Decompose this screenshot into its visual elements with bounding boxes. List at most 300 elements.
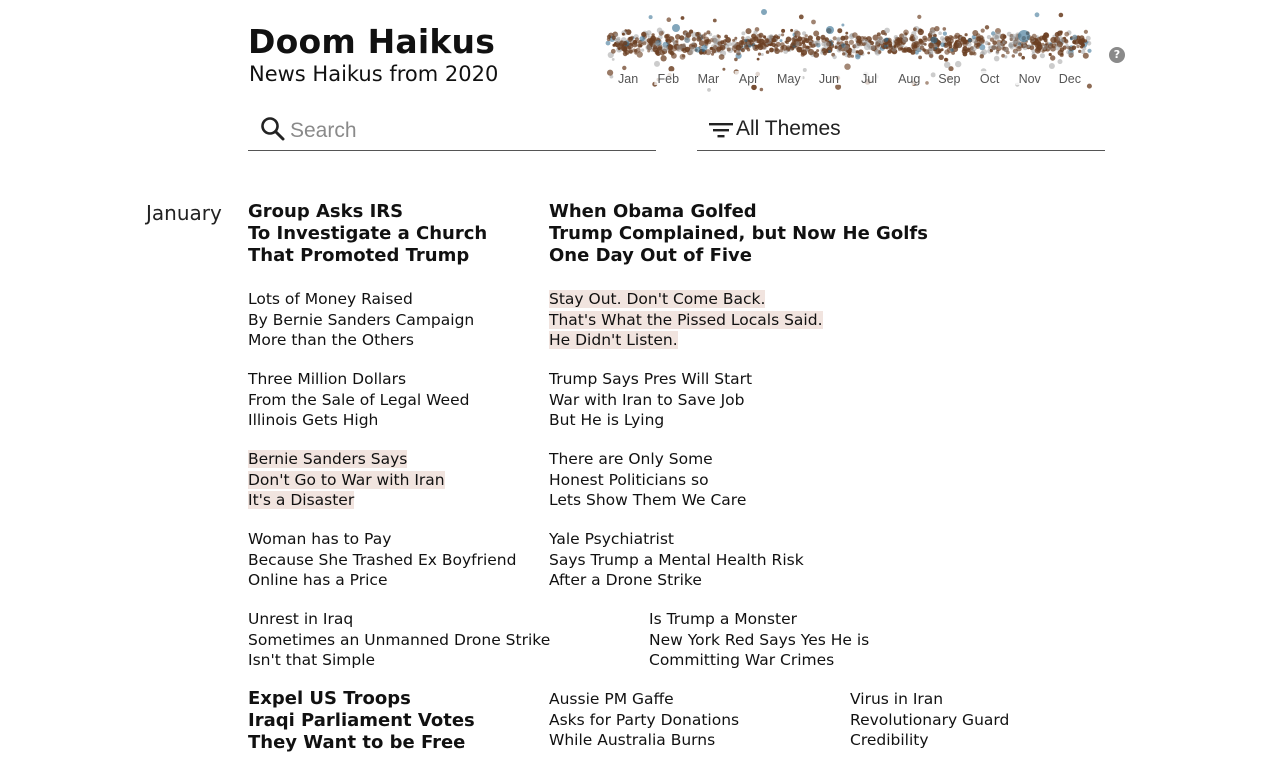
timeline-dot[interactable] <box>790 29 793 32</box>
timeline-dot[interactable] <box>746 28 752 34</box>
timeline-dot[interactable] <box>645 45 651 51</box>
timeline-dot[interactable] <box>884 38 888 42</box>
timeline-dot[interactable] <box>774 47 778 51</box>
timeline-dot[interactable] <box>681 16 685 20</box>
timeline-dot[interactable] <box>898 47 902 51</box>
timeline-dot[interactable] <box>790 46 793 49</box>
haiku-item[interactable] <box>549 449 746 511</box>
timeline-dot[interactable] <box>760 43 766 49</box>
timeline-dot[interactable] <box>934 26 939 31</box>
timeline-dot[interactable] <box>994 56 1000 62</box>
timeline-dot[interactable] <box>888 44 892 48</box>
timeline-dot[interactable] <box>649 38 653 42</box>
timeline-dot[interactable] <box>1058 36 1063 41</box>
timeline-dot[interactable] <box>761 9 767 15</box>
timeline-dot[interactable] <box>886 46 889 49</box>
timeline-dot[interactable] <box>1042 35 1047 40</box>
timeline-dot[interactable] <box>717 35 721 39</box>
timeline-dot[interactable] <box>672 24 680 32</box>
timeline-dot[interactable] <box>692 42 695 45</box>
timeline-dot[interactable] <box>786 37 792 43</box>
timeline-dot[interactable] <box>727 48 731 52</box>
timeline-dot[interactable] <box>1030 36 1035 41</box>
haiku-line: Illinois Gets High <box>248 411 379 429</box>
timeline-dot[interactable] <box>747 42 750 45</box>
timeline-dot[interactable] <box>671 53 677 59</box>
timeline-dot[interactable] <box>701 34 706 39</box>
timeline-dot[interactable] <box>875 40 880 45</box>
timeline-dot[interactable] <box>1018 53 1022 57</box>
timeline-dot[interactable] <box>1013 41 1016 44</box>
timeline-dot[interactable] <box>1045 41 1048 44</box>
timeline-dot[interactable] <box>1065 44 1068 47</box>
timeline-dot[interactable] <box>613 44 616 47</box>
timeline-dot[interactable] <box>867 52 870 55</box>
timeline-dot[interactable] <box>985 25 989 29</box>
timeline-dot[interactable] <box>612 36 616 40</box>
timeline-dot[interactable] <box>802 44 806 48</box>
timeline-dot[interactable] <box>1042 43 1045 46</box>
timeline-dot[interactable] <box>845 32 848 35</box>
haiku-item[interactable] <box>549 289 823 351</box>
timeline-dot[interactable] <box>954 42 960 48</box>
timeline-dot[interactable] <box>980 54 984 58</box>
timeline-month-label: Jul <box>861 72 878 86</box>
timeline-dot[interactable] <box>950 36 954 40</box>
timeline-dot[interactable] <box>1004 55 1007 58</box>
timeline-dot[interactable] <box>1018 30 1030 42</box>
timeline-dot[interactable] <box>801 53 805 57</box>
timeline-dot[interactable] <box>739 43 744 48</box>
timeline-dot[interactable] <box>1023 43 1026 46</box>
timeline-dot[interactable] <box>843 45 849 51</box>
timeline-dot[interactable] <box>811 20 816 25</box>
timeline-dot[interactable] <box>988 46 991 49</box>
timeline-dot[interactable] <box>840 36 845 41</box>
haiku-item[interactable] <box>248 201 487 267</box>
timeline-dot[interactable] <box>643 41 647 45</box>
timeline-dot[interactable] <box>705 49 711 55</box>
timeline-dot[interactable] <box>995 32 1001 38</box>
timeline-dot[interactable] <box>780 39 783 42</box>
timeline-dot[interactable] <box>944 49 949 54</box>
timeline-dot[interactable] <box>679 35 684 40</box>
timeline-dot[interactable] <box>1016 46 1021 51</box>
haiku-item[interactable] <box>850 689 1009 751</box>
timeline-dot[interactable] <box>939 55 944 60</box>
timeline-dot[interactable] <box>640 36 645 41</box>
timeline-dot[interactable] <box>834 46 837 49</box>
timeline-dot[interactable] <box>943 27 947 31</box>
timeline-dot[interactable] <box>1072 35 1077 40</box>
timeline-dot[interactable] <box>806 49 809 52</box>
timeline-dot[interactable] <box>837 45 842 50</box>
timeline-dot[interactable] <box>813 31 819 37</box>
timeline-dot[interactable] <box>689 50 694 55</box>
timeline-dot[interactable] <box>858 49 864 55</box>
timeline-dot[interactable] <box>976 45 980 49</box>
timeline-dot[interactable] <box>963 52 968 57</box>
timeline-dot[interactable] <box>981 29 985 33</box>
timeline-dot[interactable] <box>1084 39 1087 42</box>
timeline-dot[interactable] <box>791 41 796 46</box>
timeline-dot[interactable] <box>1055 45 1060 50</box>
timeline-month-label: Jan <box>618 72 639 86</box>
timeline-dot[interactable] <box>1035 12 1040 17</box>
timeline-dot[interactable] <box>1064 32 1069 37</box>
timeline-dot[interactable] <box>764 38 769 43</box>
timeline-dot[interactable] <box>976 36 981 41</box>
timeline-dot[interactable] <box>689 30 693 34</box>
timeline-dot[interactable] <box>947 41 952 46</box>
timeline-dot[interactable] <box>757 45 760 48</box>
timeline-dot[interactable] <box>814 51 817 54</box>
haiku-item[interactable] <box>248 289 474 351</box>
timeline-dot[interactable] <box>1058 59 1063 64</box>
timeline-dot[interactable] <box>707 39 711 43</box>
timeline-dot[interactable] <box>961 37 966 42</box>
timeline-dot[interactable] <box>955 61 961 67</box>
timeline-dot[interactable] <box>887 49 891 53</box>
timeline-chart[interactable] <box>604 0 1094 96</box>
timeline-dot[interactable] <box>671 45 677 51</box>
haiku-line: They Want to be Free <box>248 732 466 753</box>
timeline-dot[interactable] <box>622 66 626 70</box>
timeline-dot[interactable] <box>611 49 616 54</box>
timeline-dot[interactable] <box>879 40 883 44</box>
timeline-dot[interactable] <box>629 37 633 41</box>
timeline-dot[interactable] <box>863 39 868 44</box>
timeline-dot[interactable] <box>1007 32 1012 37</box>
timeline-dot[interactable] <box>657 28 663 34</box>
haiku-line: Says Trump a Mental Health Risk <box>549 550 804 569</box>
timeline-dot[interactable] <box>885 42 888 45</box>
timeline-dot[interactable] <box>665 39 668 42</box>
timeline-dot[interactable] <box>968 38 972 42</box>
timeline-dot[interactable] <box>675 40 678 43</box>
timeline-dot[interactable] <box>1040 53 1045 58</box>
timeline-dot[interactable] <box>794 31 800 37</box>
page-subtitle: News Haikus from 2020 <box>249 62 499 86</box>
timeline-dot[interactable] <box>914 45 918 49</box>
timeline-dot[interactable] <box>918 56 922 60</box>
timeline-dot[interactable] <box>716 47 721 52</box>
timeline-dot[interactable] <box>760 88 764 92</box>
timeline-dot[interactable] <box>757 58 760 61</box>
timeline-dot[interactable] <box>854 43 860 49</box>
timeline-dot[interactable] <box>803 68 807 72</box>
timeline-dot[interactable] <box>732 39 735 42</box>
timeline-dot[interactable] <box>950 48 953 51</box>
timeline-dot[interactable] <box>918 39 922 43</box>
timeline-dot[interactable] <box>623 41 627 45</box>
timeline-dot[interactable] <box>992 40 997 45</box>
question-icon[interactable]: ? <box>1109 47 1125 63</box>
timeline-dot[interactable] <box>954 35 958 39</box>
timeline-dot[interactable] <box>769 34 773 38</box>
timeline-dot[interactable] <box>781 33 784 36</box>
timeline-dot[interactable] <box>902 37 908 43</box>
timeline-dot[interactable] <box>680 54 686 60</box>
timeline-dot[interactable] <box>615 38 620 43</box>
timeline-dot[interactable] <box>837 42 840 45</box>
timeline-dot[interactable] <box>844 63 850 69</box>
timeline-dot[interactable] <box>816 36 821 41</box>
timeline-dot[interactable] <box>967 48 971 52</box>
timeline-dot[interactable] <box>761 53 764 56</box>
timeline-dot[interactable] <box>849 40 854 45</box>
timeline-dot[interactable] <box>752 46 755 49</box>
timeline-dot[interactable] <box>1084 30 1088 34</box>
timeline-dot[interactable] <box>816 49 819 52</box>
haiku-line: Honest Politicians so <box>549 470 709 489</box>
search-input[interactable] <box>288 116 652 146</box>
timeline-dot[interactable] <box>706 30 710 34</box>
timeline-dot[interactable] <box>811 43 816 48</box>
timeline-dot[interactable] <box>842 52 845 55</box>
timeline-dot[interactable] <box>702 49 705 52</box>
timeline-dot[interactable] <box>985 41 989 45</box>
month-heading: January <box>146 201 222 225</box>
timeline-dot[interactable] <box>923 38 927 42</box>
timeline-dot[interactable] <box>758 53 761 56</box>
timeline-dot[interactable] <box>1087 49 1091 53</box>
timeline-dot[interactable] <box>913 35 918 40</box>
haiku-item[interactable] <box>248 688 475 754</box>
timeline-dot[interactable] <box>1002 41 1005 44</box>
haiku-item[interactable] <box>248 529 516 591</box>
timeline-dot[interactable] <box>704 42 708 46</box>
haiku-item[interactable] <box>549 201 928 267</box>
haiku-item[interactable] <box>549 369 752 431</box>
timeline-dot[interactable] <box>778 34 781 37</box>
timeline-dot[interactable] <box>940 36 944 40</box>
timeline-dot[interactable] <box>695 47 701 53</box>
timeline-dot[interactable] <box>1049 63 1055 69</box>
timeline-dot[interactable] <box>719 54 725 60</box>
timeline-dot[interactable] <box>607 38 611 42</box>
timeline-dot[interactable] <box>638 44 642 48</box>
timeline-dot[interactable] <box>751 37 756 42</box>
timeline-dot[interactable] <box>931 72 936 77</box>
timeline-dot[interactable] <box>1087 84 1092 89</box>
timeline-dot[interactable] <box>972 30 978 36</box>
timeline-dot[interactable] <box>707 88 711 92</box>
timeline-dot[interactable] <box>998 43 1004 49</box>
theme-filter-dropdown[interactable] <box>697 108 1105 151</box>
timeline-dot[interactable] <box>871 46 876 51</box>
timeline-dot[interactable] <box>864 44 870 50</box>
timeline-dot[interactable] <box>868 40 871 43</box>
haiku-item[interactable] <box>248 369 469 431</box>
timeline-dot[interactable] <box>1049 53 1052 56</box>
timeline-dot[interactable] <box>925 81 929 85</box>
timeline-dot[interactable] <box>747 48 750 51</box>
timeline-dot[interactable] <box>1064 39 1068 43</box>
timeline-dot[interactable] <box>655 50 659 54</box>
timeline-dot[interactable] <box>696 32 701 37</box>
timeline-dot[interactable] <box>1080 45 1083 48</box>
timeline-dot[interactable] <box>782 45 788 51</box>
timeline-dot[interactable] <box>884 33 887 36</box>
timeline-dot[interactable] <box>967 42 972 47</box>
timeline-dot[interactable] <box>943 31 947 35</box>
timeline-month-label: Feb <box>657 72 680 86</box>
timeline-dot[interactable] <box>1033 41 1037 45</box>
timeline-dot[interactable] <box>632 42 637 47</box>
timeline-dot[interactable] <box>741 48 745 52</box>
timeline-dot[interactable] <box>741 31 745 35</box>
timeline-dot[interactable] <box>903 47 908 52</box>
timeline-dot[interactable] <box>1012 54 1015 57</box>
timeline-dot[interactable] <box>884 28 890 34</box>
timeline-dot[interactable] <box>913 27 917 31</box>
timeline-dot[interactable] <box>1060 30 1063 33</box>
timeline-dot[interactable] <box>799 15 804 20</box>
timeline-dot[interactable] <box>681 44 686 49</box>
timeline-dot[interactable] <box>1003 47 1008 52</box>
timeline-dot[interactable] <box>1041 49 1044 52</box>
timeline-dot[interactable] <box>1015 51 1018 54</box>
timeline-dot[interactable] <box>938 31 942 35</box>
timeline-dot[interactable] <box>618 47 621 50</box>
timeline-dot[interactable] <box>661 55 667 61</box>
timeline-dot[interactable] <box>649 15 653 19</box>
haiku-line: Because She Trashed Ex Boyfriend <box>248 550 517 569</box>
haiku-line: That's What the Pissed Locals Said. <box>549 310 823 329</box>
timeline-dot[interactable] <box>802 31 806 35</box>
haiku-line: Online has a Price <box>248 571 388 589</box>
timeline-dot[interactable] <box>634 49 638 53</box>
timeline-dot[interactable] <box>797 36 802 41</box>
timeline-dot[interactable] <box>991 45 996 50</box>
timeline-dot[interactable] <box>910 50 915 55</box>
timeline-dot[interactable] <box>654 61 660 67</box>
timeline-dot[interactable] <box>692 37 696 41</box>
timeline-dot[interactable] <box>1050 37 1056 43</box>
timeline-dot[interactable] <box>820 35 825 40</box>
timeline-dot[interactable] <box>646 30 651 35</box>
timeline-dot[interactable] <box>791 38 795 42</box>
timeline-dot[interactable] <box>1068 51 1074 57</box>
timeline-dot[interactable] <box>660 50 665 55</box>
timeline-dot[interactable] <box>815 40 821 46</box>
timeline-dot[interactable] <box>722 68 725 71</box>
timeline-dot[interactable] <box>832 55 836 59</box>
timeline-dot[interactable] <box>1009 42 1015 48</box>
timeline-dot[interactable] <box>637 51 643 57</box>
timeline-dot[interactable] <box>655 41 660 46</box>
timeline-dot[interactable] <box>987 35 991 39</box>
timeline-dot[interactable] <box>962 46 967 51</box>
haiku-line: Committing War Crimes <box>649 651 835 669</box>
timeline-dot[interactable] <box>1083 53 1089 59</box>
timeline-dot[interactable] <box>1050 55 1055 60</box>
timeline-dot[interactable] <box>725 37 731 43</box>
timeline-dot[interactable] <box>1032 54 1037 59</box>
timeline-dot[interactable] <box>672 40 676 44</box>
timeline-dot[interactable] <box>804 38 808 42</box>
timeline-dot[interactable] <box>667 17 672 22</box>
timeline-dot[interactable] <box>606 41 611 46</box>
timeline-dot[interactable] <box>837 28 842 33</box>
timeline-dot[interactable] <box>920 46 925 51</box>
timeline-dot[interactable] <box>720 40 724 44</box>
timeline-dot[interactable] <box>622 33 625 36</box>
timeline-dot[interactable] <box>826 26 834 34</box>
timeline-dot[interactable] <box>852 32 858 38</box>
timeline-dot[interactable] <box>653 45 657 49</box>
timeline-dot[interactable] <box>615 33 619 37</box>
timeline-dot[interactable] <box>699 51 702 54</box>
timeline-dot[interactable] <box>917 15 921 19</box>
timeline-dot[interactable] <box>940 43 945 48</box>
timeline-dot[interactable] <box>851 49 856 54</box>
timeline-dot[interactable] <box>1003 35 1007 39</box>
filter-icon <box>709 122 733 138</box>
timeline-dot[interactable] <box>847 54 851 58</box>
haiku-item[interactable] <box>248 609 550 671</box>
timeline-dot[interactable] <box>651 33 654 36</box>
haiku-item[interactable] <box>248 449 445 511</box>
timeline-dot[interactable] <box>897 41 902 46</box>
haiku-line: While Australia Burns <box>549 731 716 749</box>
timeline-dot[interactable] <box>996 51 1000 55</box>
timeline-dot[interactable] <box>734 58 738 62</box>
timeline-dot[interactable] <box>753 30 757 34</box>
timeline-dot[interactable] <box>930 29 936 35</box>
search-icon[interactable] <box>260 116 286 142</box>
timeline-dot[interactable] <box>875 50 879 54</box>
timeline-dot[interactable] <box>824 42 830 48</box>
timeline-dot[interactable] <box>696 36 701 41</box>
timeline-dot[interactable] <box>944 58 948 62</box>
haiku-item[interactable] <box>649 609 869 671</box>
timeline-dot[interactable] <box>1021 56 1025 60</box>
timeline-dot[interactable] <box>1076 45 1080 49</box>
timeline-dot[interactable] <box>845 41 849 45</box>
timeline-dot[interactable] <box>612 58 615 61</box>
timeline-dot[interactable] <box>641 49 644 52</box>
timeline-dot[interactable] <box>607 70 613 76</box>
timeline-dot[interactable] <box>1060 47 1065 52</box>
timeline-dot[interactable] <box>924 49 929 54</box>
timeline-dot[interactable] <box>1016 39 1019 42</box>
haiku-line: Three Million Dollars <box>248 370 407 388</box>
timeline-dot[interactable] <box>769 48 774 53</box>
timeline-dot[interactable] <box>1035 48 1041 54</box>
timeline-dot[interactable] <box>897 38 900 41</box>
timeline-dot[interactable] <box>936 48 942 54</box>
timeline-dot[interactable] <box>712 35 718 41</box>
haiku-item[interactable] <box>549 689 739 751</box>
haiku-item[interactable] <box>549 529 804 591</box>
timeline-dot[interactable] <box>710 47 713 50</box>
timeline-dot[interactable] <box>828 50 831 53</box>
timeline-dot[interactable] <box>734 37 737 40</box>
timeline-dot[interactable] <box>744 39 747 42</box>
timeline-dot[interactable] <box>965 33 968 36</box>
timeline-dot[interactable] <box>944 62 950 68</box>
timeline-dot[interactable] <box>841 24 844 27</box>
timeline-dot[interactable] <box>919 29 923 33</box>
timeline-dot[interactable] <box>766 50 770 54</box>
timeline-dot[interactable] <box>823 51 827 55</box>
timeline-dot[interactable] <box>781 29 785 33</box>
timeline-dot[interactable] <box>713 19 717 23</box>
timeline-dot[interactable] <box>1059 13 1064 18</box>
timeline-dot[interactable] <box>931 37 938 44</box>
